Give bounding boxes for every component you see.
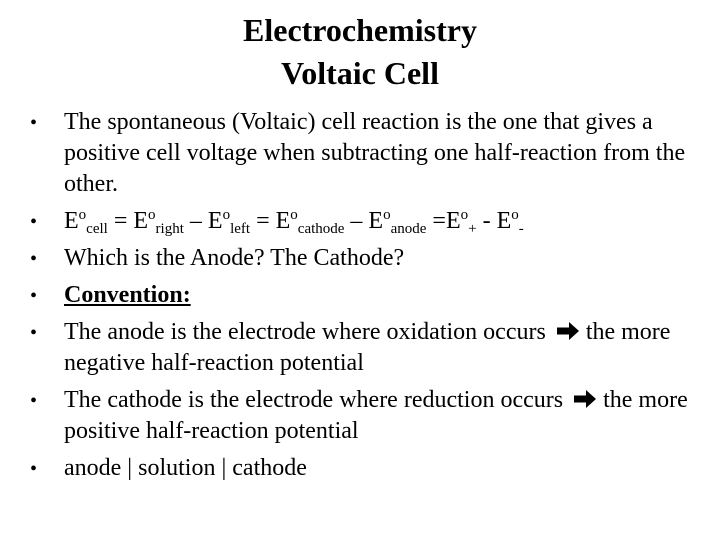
eq-equals: =: [250, 208, 276, 234]
bullet-convention: [30, 280, 710, 311]
eq-degree: o: [460, 207, 469, 223]
eq-degree: o: [222, 207, 231, 223]
bullet-list: [30, 107, 710, 490]
eq-degree: o: [511, 207, 519, 223]
bullet-text: anode | solution | cathode: [64, 455, 307, 481]
eq-e: E: [64, 208, 79, 234]
bullet-dot: [30, 243, 50, 275]
convention-heading: Convention:: [64, 282, 191, 308]
eq-degree: o: [78, 207, 87, 223]
bullet-cathode-definition: [30, 385, 710, 447]
eq-degree: o: [290, 207, 298, 223]
bullet-text: The spontaneous (Voltaic) cell reaction is the one that gives a positive cell voltage when subtracting one half-reaction from the other.: [64, 109, 686, 197]
bullet-text: Which is the Anode? The Cathode?: [64, 245, 405, 271]
bullet-which-electrode: [30, 243, 710, 274]
page-subtitle: Voltaic Cell: [281, 55, 439, 91]
eq-sub-minus: -: [518, 221, 524, 237]
page-title: Electrochemistry: [243, 12, 477, 48]
right-arrow-icon: [573, 389, 597, 409]
bullet-continuation: the more negative half-reaction potential: [64, 319, 671, 376]
bullet-anode-definition: [30, 317, 710, 379]
bullet-cell-notation: [30, 453, 710, 484]
eq-equals: =: [426, 208, 446, 234]
bullet-cell-potential-equation: [30, 206, 710, 237]
eq-e: E: [496, 208, 512, 234]
eq-sub-left: left: [230, 221, 251, 237]
eq-equals: =: [107, 208, 134, 234]
eq-e: E: [368, 208, 384, 234]
bullet-dot: [30, 280, 50, 312]
bullet-spontaneous-reaction: [30, 107, 710, 200]
eq-sub-right: right: [155, 221, 184, 237]
bullet-dot: [30, 453, 50, 485]
eq-minus: -: [476, 208, 497, 234]
equation: [64, 207, 524, 237]
eq-degree: o: [383, 207, 391, 223]
bullet-dot: [30, 385, 50, 417]
eq-e: E: [445, 208, 461, 234]
bullet-dot: [30, 206, 50, 238]
bullet-text: The anode is the electrode where oxidation occurs: [64, 319, 546, 345]
eq-minus: –: [183, 208, 208, 234]
eq-degree: o: [148, 207, 156, 223]
right-arrow-icon: [556, 321, 580, 341]
eq-e: E: [133, 208, 149, 234]
eq-sub-cathode: cathode: [297, 221, 345, 237]
bullet-continuation: the more positive half-reaction potential: [64, 387, 688, 444]
bullet-dot: [30, 107, 50, 139]
eq-sub-cell: cell: [86, 221, 108, 237]
eq-e: E: [275, 208, 291, 234]
eq-minus: –: [344, 208, 369, 234]
eq-e: E: [207, 208, 223, 234]
bullet-dot: [30, 317, 50, 349]
eq-sub-plus: +: [468, 221, 477, 237]
eq-sub-anode: anode: [390, 221, 427, 237]
bullet-text: The cathode is the electrode where reduction occurs: [64, 387, 564, 413]
